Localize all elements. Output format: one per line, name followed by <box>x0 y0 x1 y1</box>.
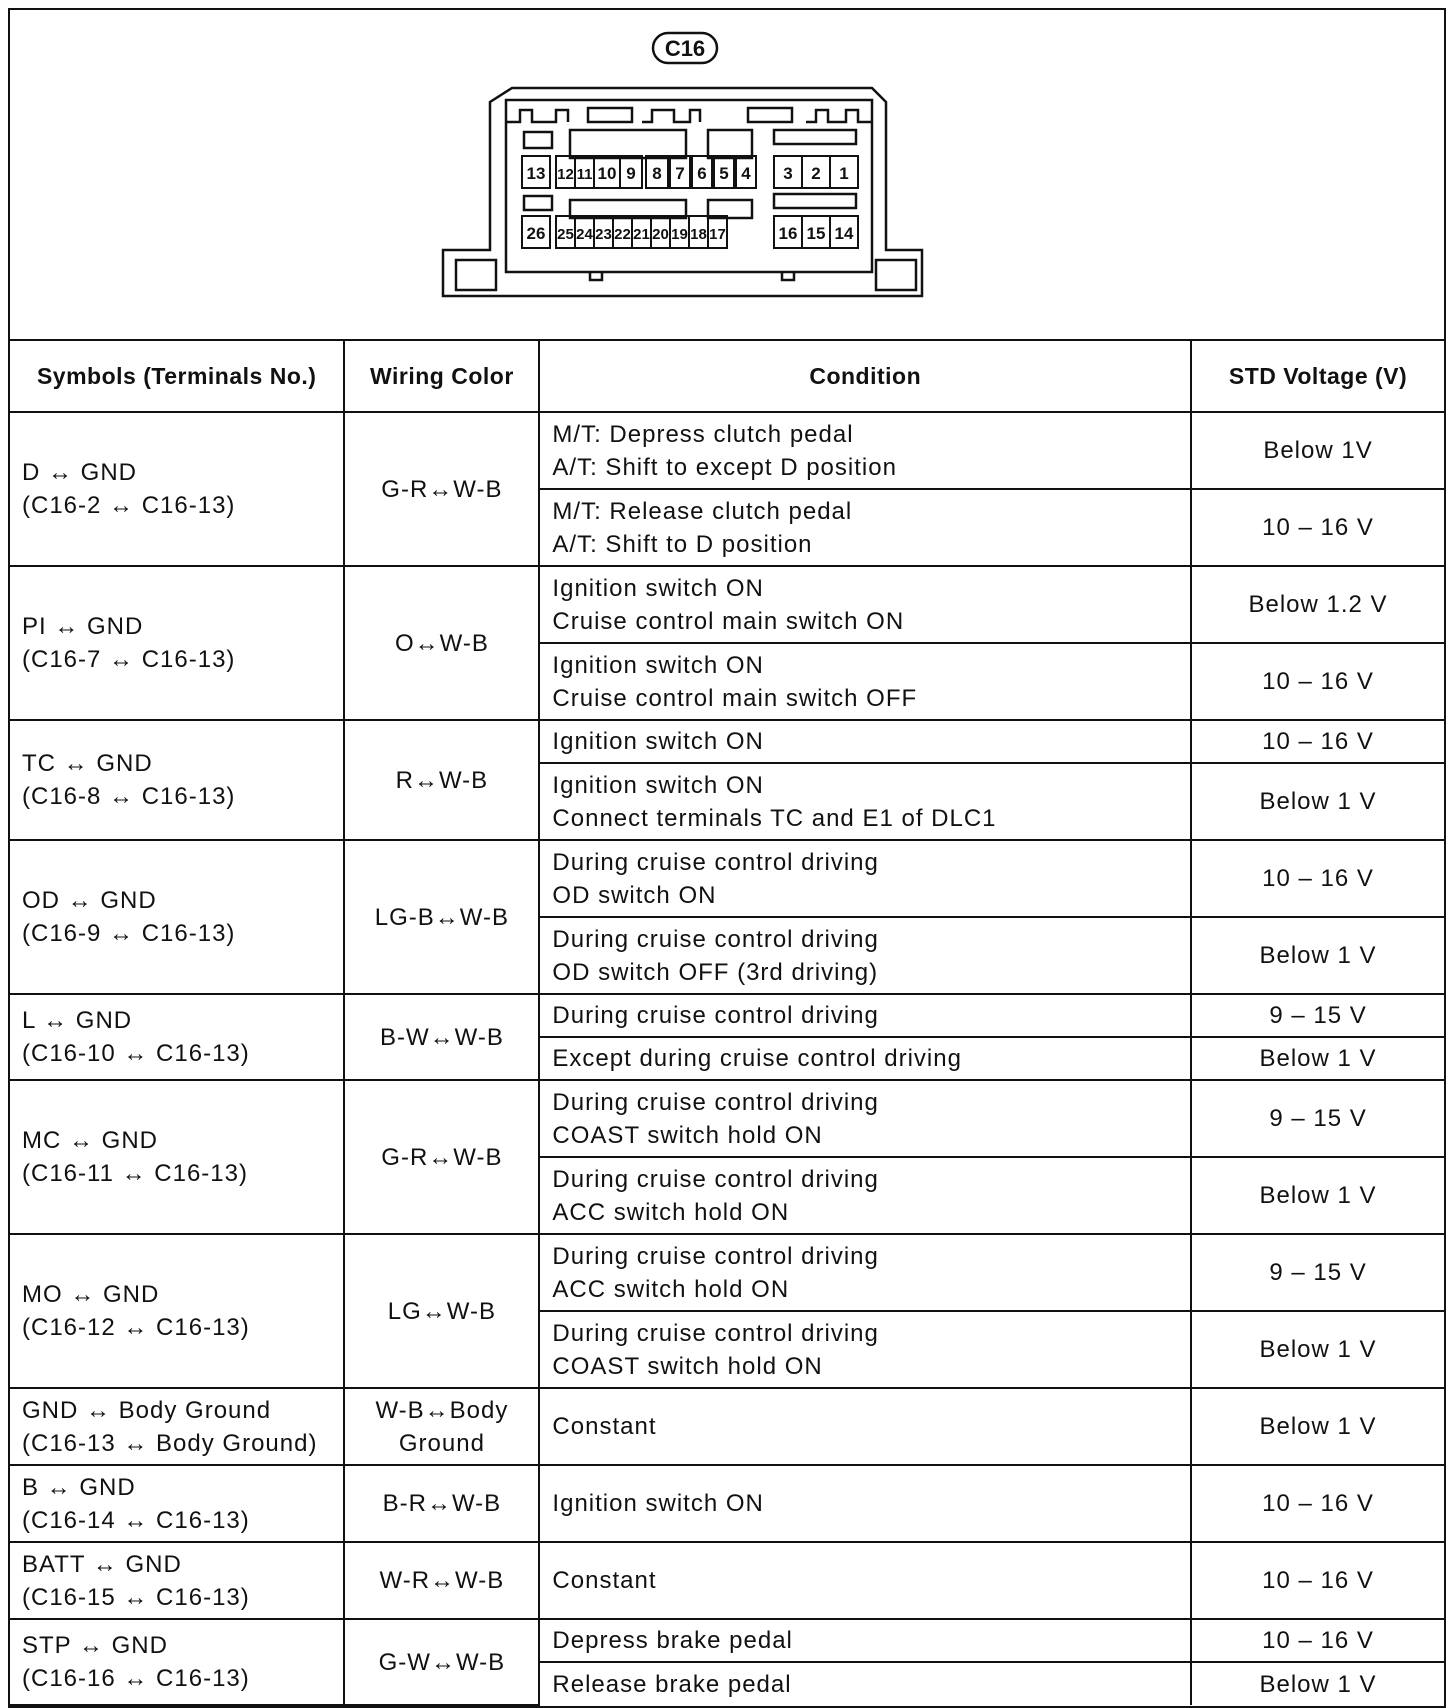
symbol-text: MC ↔ GND <box>22 1127 158 1154</box>
wiring-color-cell <box>344 1080 539 1234</box>
std-voltage-cell: 10 – 16 V <box>1191 1619 1444 1662</box>
symbol-text: D ↔ GND <box>22 459 137 486</box>
wiring-color-cell <box>344 1542 539 1619</box>
condition-text: M/T: Release clutch pedal <box>552 497 853 525</box>
condition-cell <box>539 412 1191 489</box>
pin-number: 14 <box>834 224 854 243</box>
wiring-color-cell <box>344 840 539 994</box>
wiring-color-text: W-B↔Body <box>375 1396 509 1424</box>
std-voltage-cell: Below 1 V <box>1191 1388 1444 1465</box>
wiring-color-cell <box>344 720 539 840</box>
condition-text: Cruise control main switch ON <box>552 607 905 635</box>
std-voltage-cell: Below 1 V <box>1191 763 1444 840</box>
std-voltage-cell: 10 – 16 V <box>1191 840 1444 917</box>
condition-cell <box>539 720 1191 763</box>
pin-number: 10 <box>597 164 617 183</box>
condition-text: Except during cruise control driving <box>552 1045 962 1072</box>
condition-text: OD switch OFF (3rd driving) <box>552 958 879 986</box>
condition-text: M/T: Depress clutch pedal <box>552 420 854 448</box>
condition-cell <box>539 917 1191 994</box>
table-row <box>10 1234 1444 1311</box>
symbol-text: (C16-2 ↔ C16-13) <box>22 492 236 519</box>
symbol-cell <box>10 566 344 720</box>
symbol-text: B ↔ GND <box>22 1473 136 1501</box>
pin-number: 22 <box>614 226 631 243</box>
symbol-text: STP ↔ GND <box>22 1632 168 1659</box>
std-voltage-cell: 9 – 15 V <box>1191 994 1444 1037</box>
symbol-text: BATT ↔ GND <box>22 1550 182 1578</box>
symbol-cell <box>10 840 344 994</box>
condition-cell <box>539 1542 1191 1619</box>
table-row <box>10 566 1444 643</box>
condition-text: Constant <box>552 1567 657 1594</box>
std-voltage-cell: Below 1V <box>1191 412 1444 489</box>
wiring-color-cell <box>344 1619 539 1705</box>
symbol-text: (C16-16 ↔ C16-13) <box>22 1665 250 1692</box>
symbol-text: GND ↔ Body Ground <box>22 1396 272 1424</box>
std-voltage-cell: 10 – 16 V <box>1191 643 1444 720</box>
wiring-color-text: Ground <box>398 1429 485 1457</box>
pin-number: 23 <box>595 226 612 243</box>
std-voltage-cell: 9 – 15 V <box>1191 1080 1444 1157</box>
symbol-text: (C16-11 ↔ C16-13) <box>22 1160 248 1187</box>
pin-number: 24 <box>576 226 593 243</box>
pin-number: 20 <box>652 226 669 243</box>
symbol-cell <box>10 720 344 840</box>
header-std-voltage: STD Voltage (V) <box>1191 341 1444 412</box>
connector-label: C16 <box>664 36 706 61</box>
std-voltage-cell: 10 – 16 V <box>1191 489 1444 566</box>
condition-cell <box>539 1080 1191 1157</box>
condition-text: Ignition switch ON <box>552 574 764 602</box>
condition-text: Ignition switch ON <box>552 728 764 755</box>
pin-number: 2 <box>811 164 821 183</box>
condition-text: During cruise control driving <box>552 1242 879 1270</box>
wiring-color-text: W-R↔W-B <box>379 1567 505 1594</box>
condition-text: Release brake pedal <box>552 1670 792 1698</box>
connector-diagram <box>10 10 1444 341</box>
symbol-text: L ↔ GND <box>22 1007 133 1034</box>
symbol-cell <box>10 1465 344 1542</box>
table-row <box>10 720 1444 763</box>
symbol-text: (C16-10 ↔ C16-13) <box>22 1040 250 1067</box>
table-row <box>10 1619 1444 1662</box>
wiring-color-text: G-R↔W-B <box>381 475 503 503</box>
table-row <box>10 994 1444 1037</box>
condition-cell <box>539 994 1191 1037</box>
symbol-text: (C16-14 ↔ C16-13) <box>22 1506 250 1534</box>
symbol-text: (C16-8 ↔ C16-13) <box>22 783 236 810</box>
pin-number: 11 <box>576 166 593 183</box>
symbol-text: (C16-12 ↔ C16-13) <box>22 1314 250 1341</box>
connector-housing-outline <box>443 88 922 296</box>
wiring-color-text: B-R↔W-B <box>382 1490 502 1517</box>
condition-cell <box>539 1619 1191 1662</box>
condition-cell <box>539 1388 1191 1465</box>
symbol-text: MO ↔ GND <box>22 1281 160 1308</box>
symbol-cell <box>10 1080 344 1234</box>
table-row <box>10 1388 1444 1465</box>
connector-c16-drawing <box>10 10 1444 339</box>
pin-number: 4 <box>741 164 751 183</box>
condition-text: Depress brake pedal <box>552 1627 793 1654</box>
condition-text: ACC switch hold ON <box>552 1275 790 1303</box>
condition-cell <box>539 1037 1191 1080</box>
condition-cell <box>539 643 1191 720</box>
symbol-text: (C16-9 ↔ C16-13) <box>22 920 236 947</box>
std-voltage-cell: 10 – 16 V <box>1191 720 1444 763</box>
table-body <box>10 412 1444 1705</box>
wiring-color-text: B-W↔W-B <box>379 1023 504 1051</box>
wiring-color-cell <box>344 1234 539 1388</box>
pin-number: 13 <box>526 164 546 183</box>
symbol-cell <box>10 994 344 1080</box>
pin-number: 18 <box>690 226 707 243</box>
condition-cell <box>539 1465 1191 1542</box>
document-page <box>8 8 1446 1708</box>
std-voltage-cell: Below 1 V <box>1191 1662 1444 1705</box>
header-condition: Condition <box>539 341 1191 412</box>
wiring-color-cell <box>344 412 539 566</box>
header-symbols: Symbols (Terminals No.) <box>10 341 344 412</box>
condition-cell <box>539 1311 1191 1388</box>
condition-text: Cruise control main switch OFF <box>552 684 918 712</box>
std-voltage-cell: Below 1.2 V <box>1191 566 1444 643</box>
symbol-text: (C16-13 ↔ Body Ground) <box>22 1429 318 1457</box>
condition-text: During cruise control driving <box>552 848 879 876</box>
std-voltage-cell: 9 – 15 V <box>1191 1234 1444 1311</box>
pin-number: 5 <box>719 164 729 183</box>
wiring-color-text: O↔W-B <box>394 629 489 657</box>
condition-text: COAST switch hold ON <box>552 1121 823 1149</box>
table-row <box>10 412 1444 489</box>
condition-cell <box>539 763 1191 840</box>
condition-text: A/T: Shift to D position <box>552 530 813 558</box>
std-voltage-cell: Below 1 V <box>1191 917 1444 994</box>
condition-cell <box>539 1662 1191 1705</box>
pin-number: 7 <box>675 164 685 183</box>
pin-number: 16 <box>778 224 798 243</box>
std-voltage-cell: 10 – 16 V <box>1191 1465 1444 1542</box>
wiring-color-text: R↔W-B <box>395 766 489 794</box>
pin-number: 3 <box>783 164 793 183</box>
condition-cell <box>539 566 1191 643</box>
std-voltage-cell: Below 1 V <box>1191 1157 1444 1234</box>
table-row <box>10 840 1444 917</box>
pin-number: 21 <box>633 226 650 243</box>
symbol-text: OD ↔ GND <box>22 887 157 914</box>
condition-cell <box>539 840 1191 917</box>
pin-row-bottom <box>522 216 858 248</box>
symbol-cell <box>10 1542 344 1619</box>
pin-number: 8 <box>652 164 662 183</box>
pin-row-top <box>522 156 858 188</box>
voltage-table <box>10 341 1444 1706</box>
pin-number: 1 <box>839 164 849 183</box>
condition-text: Constant <box>552 1413 657 1440</box>
condition-text: OD switch ON <box>552 881 717 909</box>
condition-text: Ignition switch ON <box>552 771 764 799</box>
pin-number: 9 <box>626 164 636 183</box>
symbol-cell <box>10 1234 344 1388</box>
wiring-color-cell <box>344 566 539 720</box>
symbol-text: (C16-7 ↔ C16-13) <box>22 646 236 673</box>
wiring-color-text: G-R↔W-B <box>381 1143 503 1171</box>
wiring-color-text: LG-B↔W-B <box>374 903 510 931</box>
condition-text: During cruise control driving <box>552 1088 879 1116</box>
wiring-color-text: LG↔W-B <box>387 1297 497 1325</box>
condition-text: During cruise control driving <box>552 1165 879 1193</box>
table-row <box>10 1465 1444 1542</box>
condition-text: During cruise control driving <box>552 1319 879 1347</box>
pin-number: 17 <box>709 226 726 243</box>
condition-text: ACC switch hold ON <box>552 1198 790 1226</box>
table-header-row <box>10 341 1444 412</box>
symbol-text: (C16-15 ↔ C16-13) <box>22 1583 250 1611</box>
pin-number: 19 <box>671 226 688 243</box>
pin-number: 25 <box>557 226 574 243</box>
symbol-cell <box>10 1388 344 1465</box>
condition-cell <box>539 1234 1191 1311</box>
wiring-color-cell <box>344 1388 539 1465</box>
symbol-cell <box>10 1619 344 1705</box>
condition-text: During cruise control driving <box>552 925 879 953</box>
symbol-text: PI ↔ GND <box>22 613 144 640</box>
wiring-color-cell <box>344 994 539 1080</box>
condition-text: During cruise control driving <box>552 1002 879 1029</box>
table-row <box>10 1080 1444 1157</box>
header-wiring-color: Wiring Color <box>344 341 539 412</box>
std-voltage-cell: Below 1 V <box>1191 1311 1444 1388</box>
condition-text: Connect terminals TC and E1 of DLC1 <box>552 804 997 832</box>
condition-text: COAST switch hold ON <box>552 1352 823 1380</box>
symbol-text: TC ↔ GND <box>22 750 153 777</box>
pin-number: 15 <box>806 224 826 243</box>
wiring-color-text: G-W↔W-B <box>378 1648 506 1676</box>
pin-number: 12 <box>557 166 574 183</box>
table-row <box>10 1542 1444 1619</box>
std-voltage-cell: 10 – 16 V <box>1191 1542 1444 1619</box>
symbol-cell <box>10 412 344 566</box>
std-voltage-cell: Below 1 V <box>1191 1037 1444 1080</box>
condition-cell <box>539 1157 1191 1234</box>
pin-number: 6 <box>697 164 707 183</box>
condition-text: Ignition switch ON <box>552 651 764 679</box>
pin-number: 26 <box>526 224 546 243</box>
condition-cell <box>539 489 1191 566</box>
condition-text: A/T: Shift to except D position <box>552 453 897 481</box>
condition-text: Ignition switch ON <box>552 1490 764 1517</box>
wiring-color-cell <box>344 1465 539 1542</box>
